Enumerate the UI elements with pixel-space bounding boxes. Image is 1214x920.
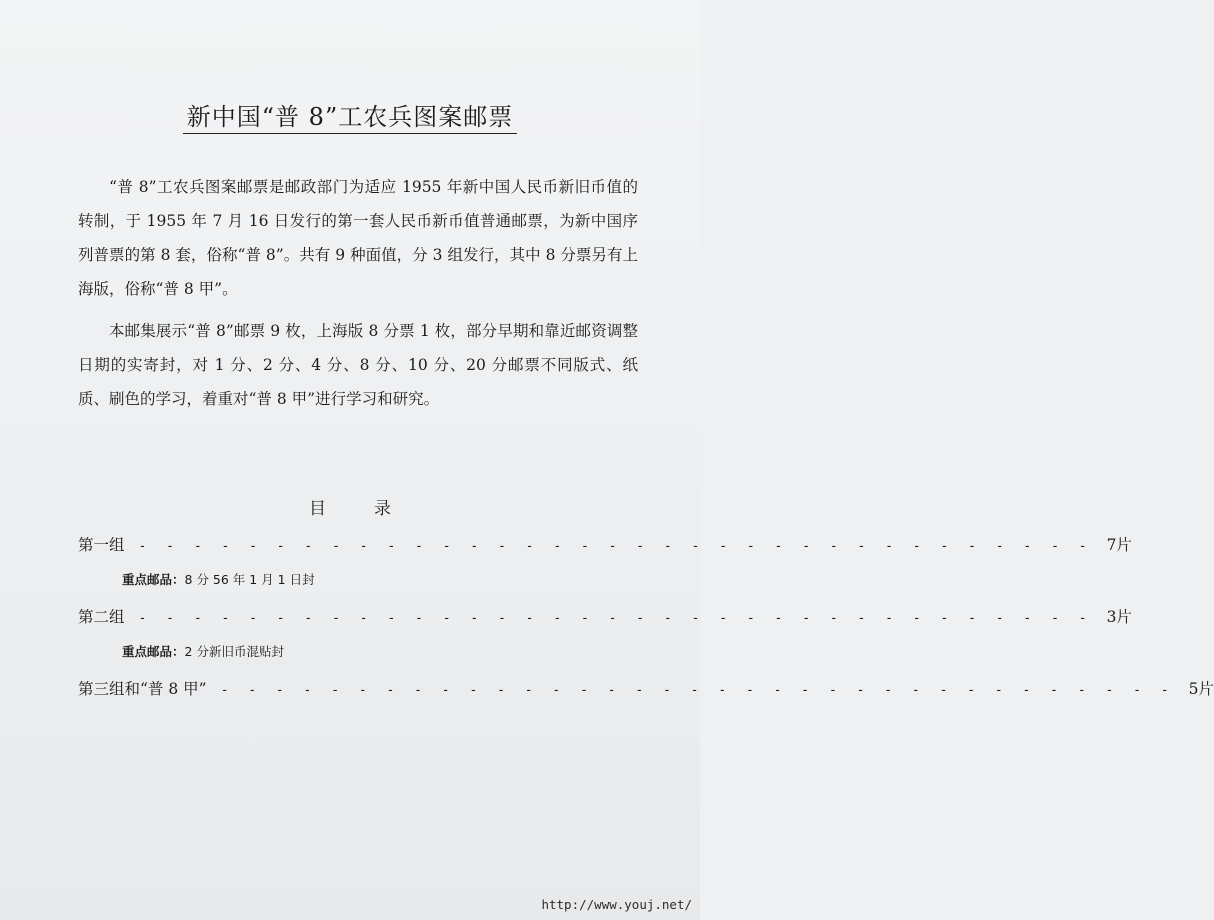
toc-entry-count: 7片 <box>1106 536 1132 554</box>
toc-entry-group-3 <box>78 676 1214 704</box>
toc-entry-count: 5片 <box>1188 680 1214 698</box>
toc-entry-group-2 <box>78 604 1132 632</box>
toc-entry-label: 第一组 <box>78 536 125 554</box>
toc-entry-label: 第二组 <box>78 608 125 626</box>
intro-paragraph: “普 8”工农兵图案邮票是邮政部门为适应 1955 年新中国人民币新旧币值的转制，于 1955 年 7 月 16 日发行的第一套人民币新币值普通邮票，为新中国序列普票的第 8 套，俗称“普 8”。共有 9 种面值，分 3 组发行，其中 8 分票另有上海版，俗称“普 8 甲”。 <box>78 178 638 298</box>
toc-entry-count: 3片 <box>1106 608 1132 626</box>
page-title <box>0 100 700 134</box>
toc-heading: 目录 <box>309 499 439 519</box>
toc-dot-leader: - - - - - - - - - - - - - - - - - - - - - - - - - - - - - - - - - - - <box>138 539 1093 554</box>
highlight-value: 8 分 56 年 1 月 1 日封 <box>184 572 315 587</box>
highlight-key: 重点邮品： <box>122 644 185 659</box>
page-title-text: 新中国“普 8”工农兵图案邮票 <box>183 103 517 134</box>
highlight-value: 2 分新旧币混贴封 <box>184 644 284 659</box>
toc-entry-group-1 <box>78 532 1132 560</box>
toc-entry-label: 第三组和“普 8 甲” <box>78 680 207 698</box>
toc-highlight-group-1 <box>122 570 315 590</box>
toc-highlight-group-2 <box>122 642 284 662</box>
collection-paragraph: 本邮集展示“普 8”邮票 9 枚，上海版 8 分票 1 枚，部分早期和靠近邮资调整日期的实寄封，对 1 分、2 分、4 分、8 分、10 分、20 分邮票不同版式、纸质、刷色的学习，着重对“普 8 甲”进行学习和研究。 <box>78 322 638 408</box>
toc-dot-leader: - - - - - - - - - - - - - - - - - - - - - - - - - - - - - - - - - - - <box>138 611 1093 626</box>
toc-dot-leader: - - - - - - - - - - - - - - - - - - - - - - - - - - - - - - - - - - - <box>220 683 1175 698</box>
highlight-key: 重点邮品： <box>122 572 185 587</box>
watermark-url: http://www.youj.net/ <box>541 897 692 912</box>
